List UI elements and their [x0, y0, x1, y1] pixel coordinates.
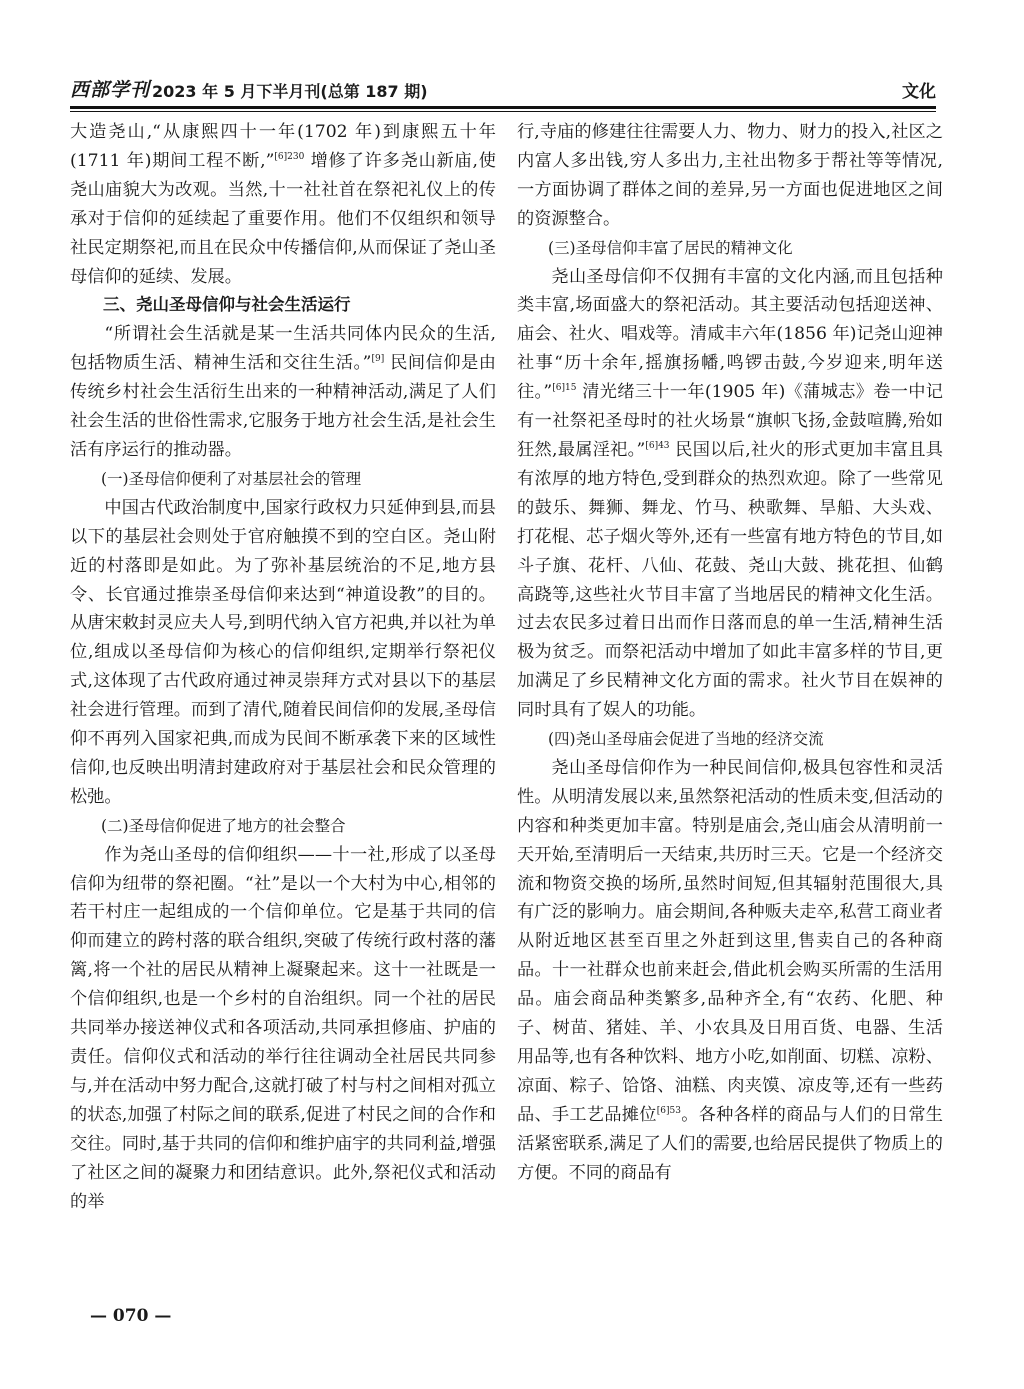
- running-header: [70, 72, 936, 102]
- citation: [6]230: [274, 151, 305, 162]
- section-heading: 三、尧山圣母信仰与社会生活运行: [103, 295, 351, 315]
- citation: [6]43: [645, 440, 670, 451]
- citation: [9]: [371, 354, 385, 365]
- right-column: [517, 118, 943, 1188]
- subsection-heading: (四)尧山圣母庙会促进了当地的经济交流: [548, 730, 824, 749]
- header-rule-thin: [70, 111, 936, 112]
- header-left: [70, 75, 428, 102]
- subsection-heading: (一)圣母信仰便利了对基层社会的管理: [101, 469, 362, 488]
- citation: [6]15: [552, 383, 577, 394]
- paragraph: 作为尧山圣母的信仰组织——十一社,形成了以圣母信仰为纽带的祭祀圈。“社”是以一个大村为中心,相邻的若干村庄一起组成的一个信仰单位。它是基于共同的信仰而建立的跨村落的联合组织,突破了传统行政村落的藩篱,将一个社的居民从精神上凝聚起来。这十一社既是一个信仰组织,也是一个乡村的自治组织。同一个社的居民共同举办接送神仪式和各项活动,共同承担修庙、护庙的责任。信仰仪式和活动的举行往往调动全社居民共同参与,并在活动中努力配合,这就打破了村与村之间相对孤立的状态,加强了村际之间的联系,促进了村民之间的合作和交往。同时,基于共同的信仰和维护庙宇的共同利益,增强了社区之间的凝聚力和团结意识。此外,祭祀仪式和活动的举: [70, 844, 496, 1212]
- left-column: [70, 118, 496, 1216]
- issue-info: 2023 年 5 月下半月刊(总第 187 期): [152, 82, 428, 101]
- subsection-heading: (二)圣母信仰促进了地方的社会整合: [101, 816, 346, 835]
- header-rule-thick: [70, 106, 936, 109]
- paragraph: 大造尧山,“从康熙四十一年(1702 年)到康熙五十年(1711 年)期间工程不断,”$^{[6]230}$ 增修了许多尧山新庙,使尧山庙貌大为改观。当然,十一社社首在祭祀礼仪上的传承对于信仰的延续起了重要作用。他们不仅组织和领导社民定期祭祀,而且在民众中传播信仰,从而保证了尧山圣母信仰的延续、发展。: [70, 122, 496, 287]
- section-label: 文化: [902, 82, 936, 102]
- page-number: — 070 —: [90, 1306, 172, 1326]
- citation: [6]53: [656, 1105, 681, 1116]
- paragraph: 尧山圣母信仰不仅拥有丰富的文化内涵,而且包括种类丰富,场面盛大的祭祀活动。其主要活动包括迎送神、庙会、社火、唱戏等。清咸丰六年(1856 年)记尧山迎神社事“历十余年,摇旗扬幡,鸣锣击鼓,今岁迎来,明年送往。”$^{[6]15}$ 清光绪三十一年(1905 年)《蒲城志》卷一中记有一社祭祀圣母时的社火场景“旗帜飞扬,金鼓喧腾,殆如狂然,最属淫祀。”$^{[6]43}$ 民国以后,社火的形式更加丰富且具有浓厚的地方特色,受到群众的热烈欢迎。除了一些常见的鼓乐、舞狮、舞龙、竹马、秧歌舞、旱船、大头戏、打花棍、芯子烟火等外,还有一些富有地方特色的节目,如斗子旗、花杆、八仙、花鼓、尧山大鼓、挑花担、仙鹤高跷等,这些社火节目丰富了当地居民的精神文化生活。过去农民多过着日出而作日落而息的单一生活,精神生活极为贫乏。而祭祀活动中增加了如此丰富多样的节目,更加满足了乡民精神文化方面的需求。社火节目在娱神的同时具有了娱人的功能。: [517, 266, 943, 721]
- subsection-heading: (三)圣母信仰丰富了居民的精神文化: [548, 238, 793, 257]
- paragraph: 中国古代政治制度中,国家行政权力只延伸到县,而县以下的基层社会则处于官府触摸不到的空白区。尧山附近的村落即是如此。为了弥补基层统治的不足,地方县令、长官通过推崇圣母信仰来达到“神道设教”的目的。从唐宋敕封灵应夫人号,到明代纳入官方祀典,并以社为单位,组成以圣母信仰为核心的信仰组织,定期举行祭祀仪式,这体现了古代政府通过神灵崇拜方式对县以下的基层社会进行管理。而到了清代,随着民间信仰的发展,圣母信仰不再列入国家祀典,而成为民间不断承袭下来的区域性信仰,也反映出明清封建政府对于基层社会和民众管理的松弛。: [70, 497, 496, 807]
- paragraph: 行,寺庙的修建往往需要人力、物力、财力的投入,社区之内富人多出钱,穷人多出力,主社出物多于帮社等等情况,一方面协调了群体之间的差异,另一方面也促进地区之间的资源整合。: [517, 122, 943, 229]
- journal-logo: 西部学刊: [70, 79, 151, 101]
- paragraph: “所谓社会生活就是某一生活共同体内民众的生活,包括物质生活、精神生活和交往生活。”[9] 民间信仰是由传统乡村社会生活衍生出来的一种精神活动,满足了人们社会生活的世俗性需求,它服务于地方社会生活,是社会生活有序运行的推动器。: [70, 324, 496, 460]
- paragraph: 尧山圣母信仰作为一种民间信仰,极具包容性和灵活性。从明清发展以来,虽然祭祀活动的性质未变,但活动的内容和种类更加丰富。特别是庙会,尧山庙会从清明前一天开始,至清明后一天结束,共历时三天。它是一个经济交流和物资交换的场所,虽然时间短,但其辐射范围很大,具有广泛的影响力。庙会期间,各种贩夫走卒,私营工商业者从附近地区甚至百里之外赶到这里,售卖自己的各种商品。十一社群众也前来赶会,借此机会购买所需的生活用品。庙会商品种类繁多,品种齐全,有“农药、化肥、种子、树苗、猪娃、羊、小农具及日用百货、电器、生活用品等,也有各种饮料、地方小吃,如削面、切糕、凉粉、凉面、粽子、饸饹、油糕、肉夹馍、凉皮等,还有一些药品、手工艺品摊位$^{[6]53}$。各种各样的商品与人们的日常生活紧密联系,满足了人们的需要,也给居民提供了物质上的方便。不同的商品有: [517, 757, 943, 1183]
